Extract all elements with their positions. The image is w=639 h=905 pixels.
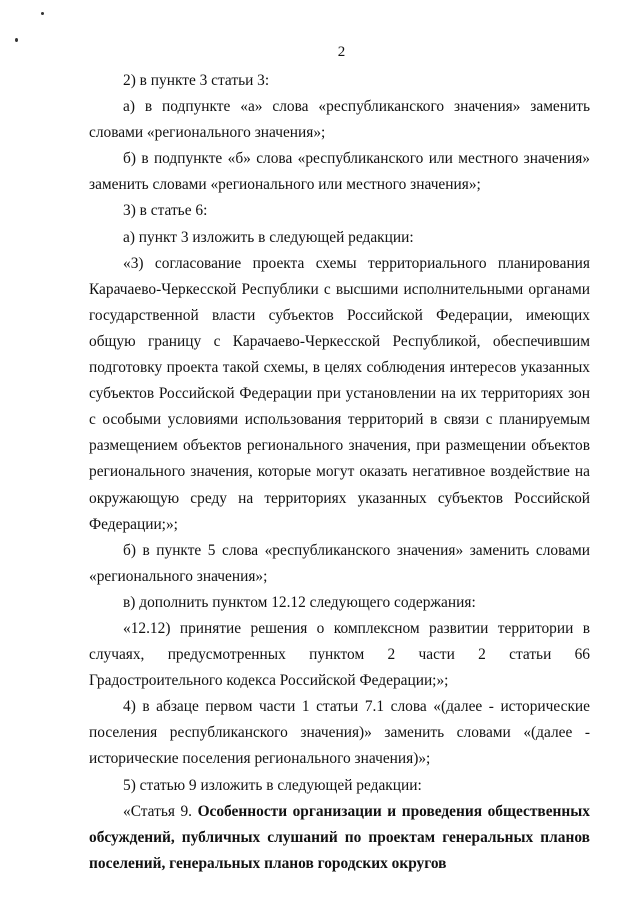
scan-speck [41,12,44,15]
paragraph-item-4: 4) в абзаце первом части 1 статьи 7.1 слова «(далее - исторические поселения республиканского значения)» заменить словами «(далее - исторические поселения регионального значения)»; [89,698,590,768]
paragraph-quoted-point-3: «3) согласование проекта схемы территориального планирования Карачаево-Черкесской Республики с высшими исполнительными органами государственной власти субъектов Российской Федерации, имеющих общую границу с Карачаево-Черкесской Республикой, обеспечившим подготовку проекта такой схемы, в целях соблюдения интересов указанных субъектов Российской Федерации при установлении на их территориях зон с особыми условиями использования территорий в связи с планируемым размещением объектов регионального значения, при размещении объектов регионального значения, которые могут оказать негативное воздействие на окружающую среду на территориях указанных субъектов Российской Федерации;»; [89,254,590,533]
paragraph-subitem-v: в) дополнить пунктом 12.12 следующего содержания: [123,593,476,611]
paragraph-item-2: 2) в пункте 3 статьи 3: [123,72,270,89]
paragraph-quoted-point-12-12: «12.12) принятие решения о комплексном развитии территории в случаях, предусмотренных пунктом 2 части 2 статьи 66 Градостроительного кодекса Российской Федерации;»; [89,619,590,690]
article-9-heading [89,799,590,877]
document-body [89,68,590,877]
paragraph-subitem-b-2: б) в пункте 5 слова «республиканского значения» заменить словами «регионального значения»; [89,541,590,585]
article-prefix: «Статья 9. [123,802,198,820]
article-title: Особенности организации и проведения общественных обсуждений, публичных слушаний по проектам генеральных планов поселений, генеральных планов городских округов [89,802,591,872]
scan-speck [15,38,18,42]
paragraph-item-5: 5) статью 9 изложить в следующей редакции: [123,776,422,794]
paragraph-subitem-a-1: а) в подпункте «а» слова «республиканского значения» заменить словами «регионального значения»; [89,98,590,142]
paragraph-item-3: 3) в статье 6: [123,202,208,220]
paragraph-subitem-a-2: а) пункт 3 изложить в следующей редакции: [123,228,414,246]
paragraph-subitem-b-1: б) в подпункте «б» слова «республиканского или местного значения» заменить словами «регионального или местного значения»; [89,150,590,194]
page-number: 2 [337,44,346,60]
